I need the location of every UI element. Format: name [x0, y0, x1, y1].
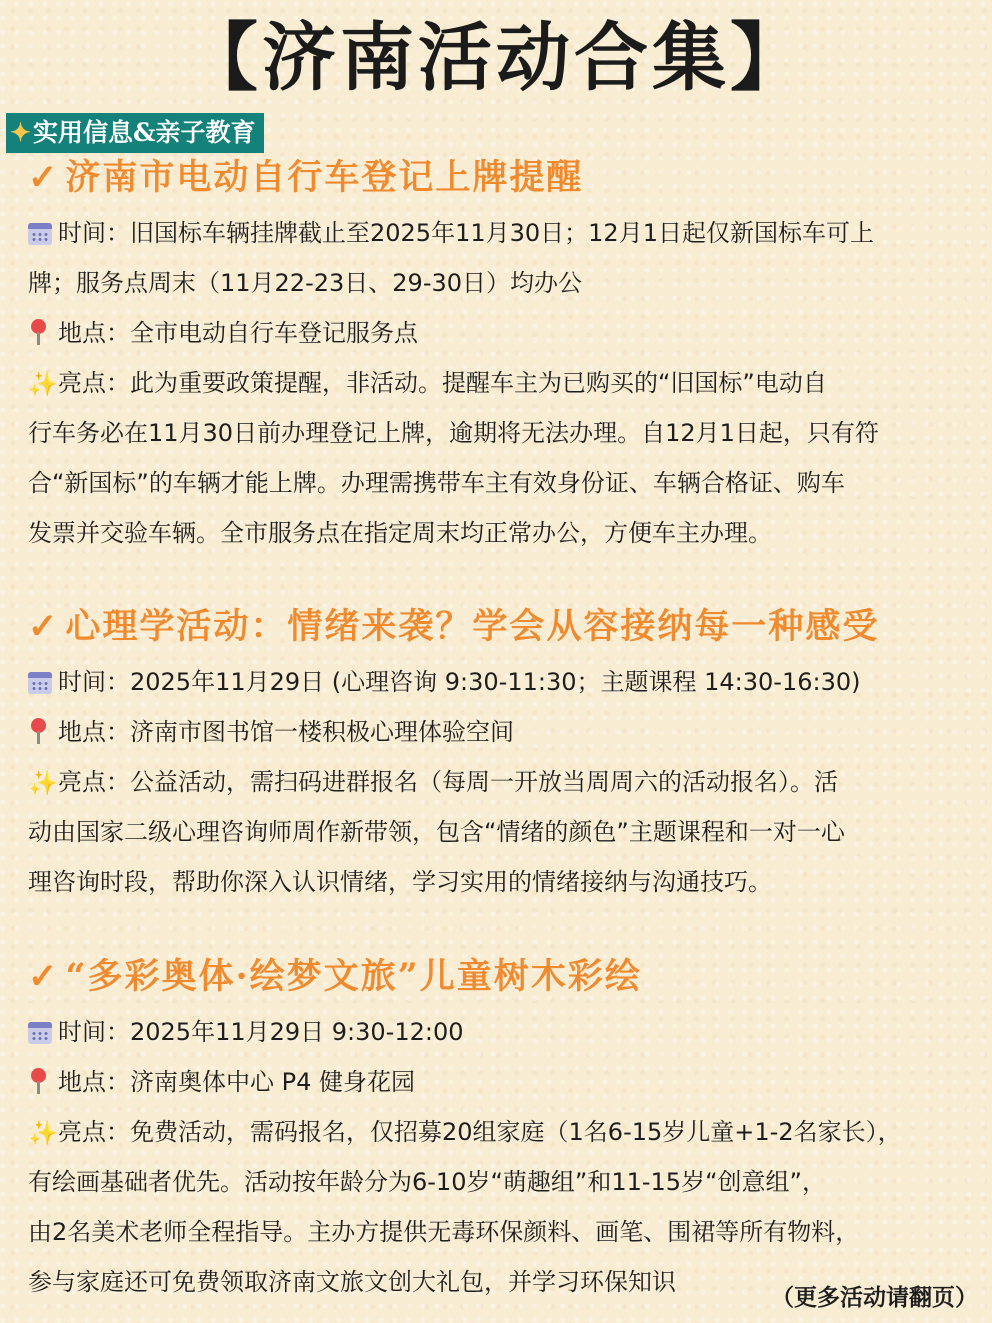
place-text: 地点：济南奥体中心 P4 健身花园	[58, 1068, 415, 1096]
event-section-3	[0, 947, 992, 1307]
pin-icon	[28, 1067, 50, 1097]
highlight-text: 动由国家二级心理咨询师周作新带领，包含“情绪的颜色”主题课程和一对一心	[28, 818, 845, 846]
calendar-icon	[28, 1022, 52, 1044]
highlight-text: 行车务必在11月30日前办理登记上牌，逾期将无法办理。自12月1日起，只有符	[28, 419, 879, 447]
event-heading	[28, 148, 992, 208]
check-icon: ✓	[28, 606, 60, 647]
time-text: 牌；服务点周末（11月22-23日、29-30日）均办公	[28, 269, 583, 297]
page-title: 【济南活动合集】	[184, 15, 808, 101]
place-text: 地点：济南市图书馆一楼积极心理体验空间	[58, 718, 514, 746]
time-text: 时间：2025年11月29日 (心理咨询 9:30-11:30；主题课程 14:30-16:30)	[58, 668, 861, 696]
event-section-2	[0, 597, 992, 907]
highlight-line-continued	[28, 408, 968, 458]
highlight-text: 亮点：公益活动，需扫码进群报名（每周一开放当周周六的活动报名）。活	[58, 768, 838, 796]
place-text: 地点：全市电动自行车登记服务点	[58, 319, 418, 347]
time-line	[28, 657, 968, 707]
sparkles-icon: ✨	[28, 769, 58, 797]
event-heading	[28, 597, 992, 657]
event-title: 心理学活动：情绪来袭？学会从容接纳每一种感受	[65, 606, 880, 647]
event-section-1	[0, 148, 992, 558]
place-line	[28, 1057, 968, 1107]
sparkles-icon: ✨	[28, 370, 58, 398]
highlight-line	[28, 1107, 968, 1157]
calendar-icon	[28, 672, 52, 694]
highlight-line-continued	[28, 1157, 968, 1207]
more-events-note: （更多活动请翻页）	[771, 1284, 978, 1311]
highlight-text: 亮点：免费活动，需码报名，仅招募20组家庭（1名6-15岁儿童+1-2名家长），	[58, 1118, 902, 1146]
highlight-line-continued	[28, 1207, 968, 1257]
sparkles-icon: ✨	[28, 1119, 58, 1147]
time-line	[28, 208, 968, 258]
highlight-text: 发票并交验车辆。全市服务点在指定周末均正常办公，方便车主办理。	[28, 519, 772, 547]
time-text: 时间：2025年11月29日 9:30-12:00	[58, 1018, 464, 1046]
highlight-text: 有绘画基础者优先。活动按年龄分为6-10岁“萌趣组”和11-15岁“创意组”，	[28, 1168, 826, 1196]
highlight-text: 亮点：此为重要政策提醒，非活动。提醒车主为已购买的“旧国标”电动自	[58, 369, 827, 397]
place-line	[28, 707, 968, 757]
place-line	[28, 308, 968, 358]
calendar-icon	[28, 223, 52, 245]
time-text: 时间：旧国标车辆挂牌截止至2025年11月30日；12月1日起仅新国标车可上	[58, 219, 874, 247]
event-title: “多彩奥体·绘梦文旅”儿童树木彩绘	[65, 956, 642, 997]
category-tag-label: 实用信息&亲子教育	[32, 118, 256, 147]
highlight-line-continued	[28, 857, 968, 907]
event-heading	[28, 947, 992, 1007]
event-title: 济南市电动自行车登记上牌提醒	[65, 157, 584, 198]
check-icon: ✓	[28, 157, 60, 198]
pin-icon	[28, 318, 50, 348]
highlight-text: 合“新国标”的车辆才能上牌。办理需携带车主有效身份证、车辆合格证、购车	[28, 469, 845, 497]
highlight-text: 参与家庭还可免费领取济南文旅文创大礼包，并学习环保知识	[28, 1268, 676, 1296]
highlight-text: 由2名美术老师全程指导。主办方提供无毒环保颜料、画笔、围裙等所有物料，	[28, 1218, 860, 1246]
time-line-continued	[28, 258, 968, 308]
highlight-line-continued	[28, 807, 968, 857]
pin-icon	[28, 717, 50, 747]
time-line	[28, 1007, 968, 1057]
highlight-line	[28, 358, 968, 408]
sparkles-icon: ✦	[10, 118, 31, 147]
highlight-line-continued	[28, 508, 968, 558]
check-icon: ✓	[28, 956, 60, 997]
category-tag	[6, 113, 264, 153]
highlight-line-continued	[28, 458, 968, 508]
highlight-text: 理咨询时段，帮助你深入认识情绪，学习实用的情绪接纳与沟通技巧。	[28, 868, 772, 896]
highlight-line	[28, 757, 968, 807]
